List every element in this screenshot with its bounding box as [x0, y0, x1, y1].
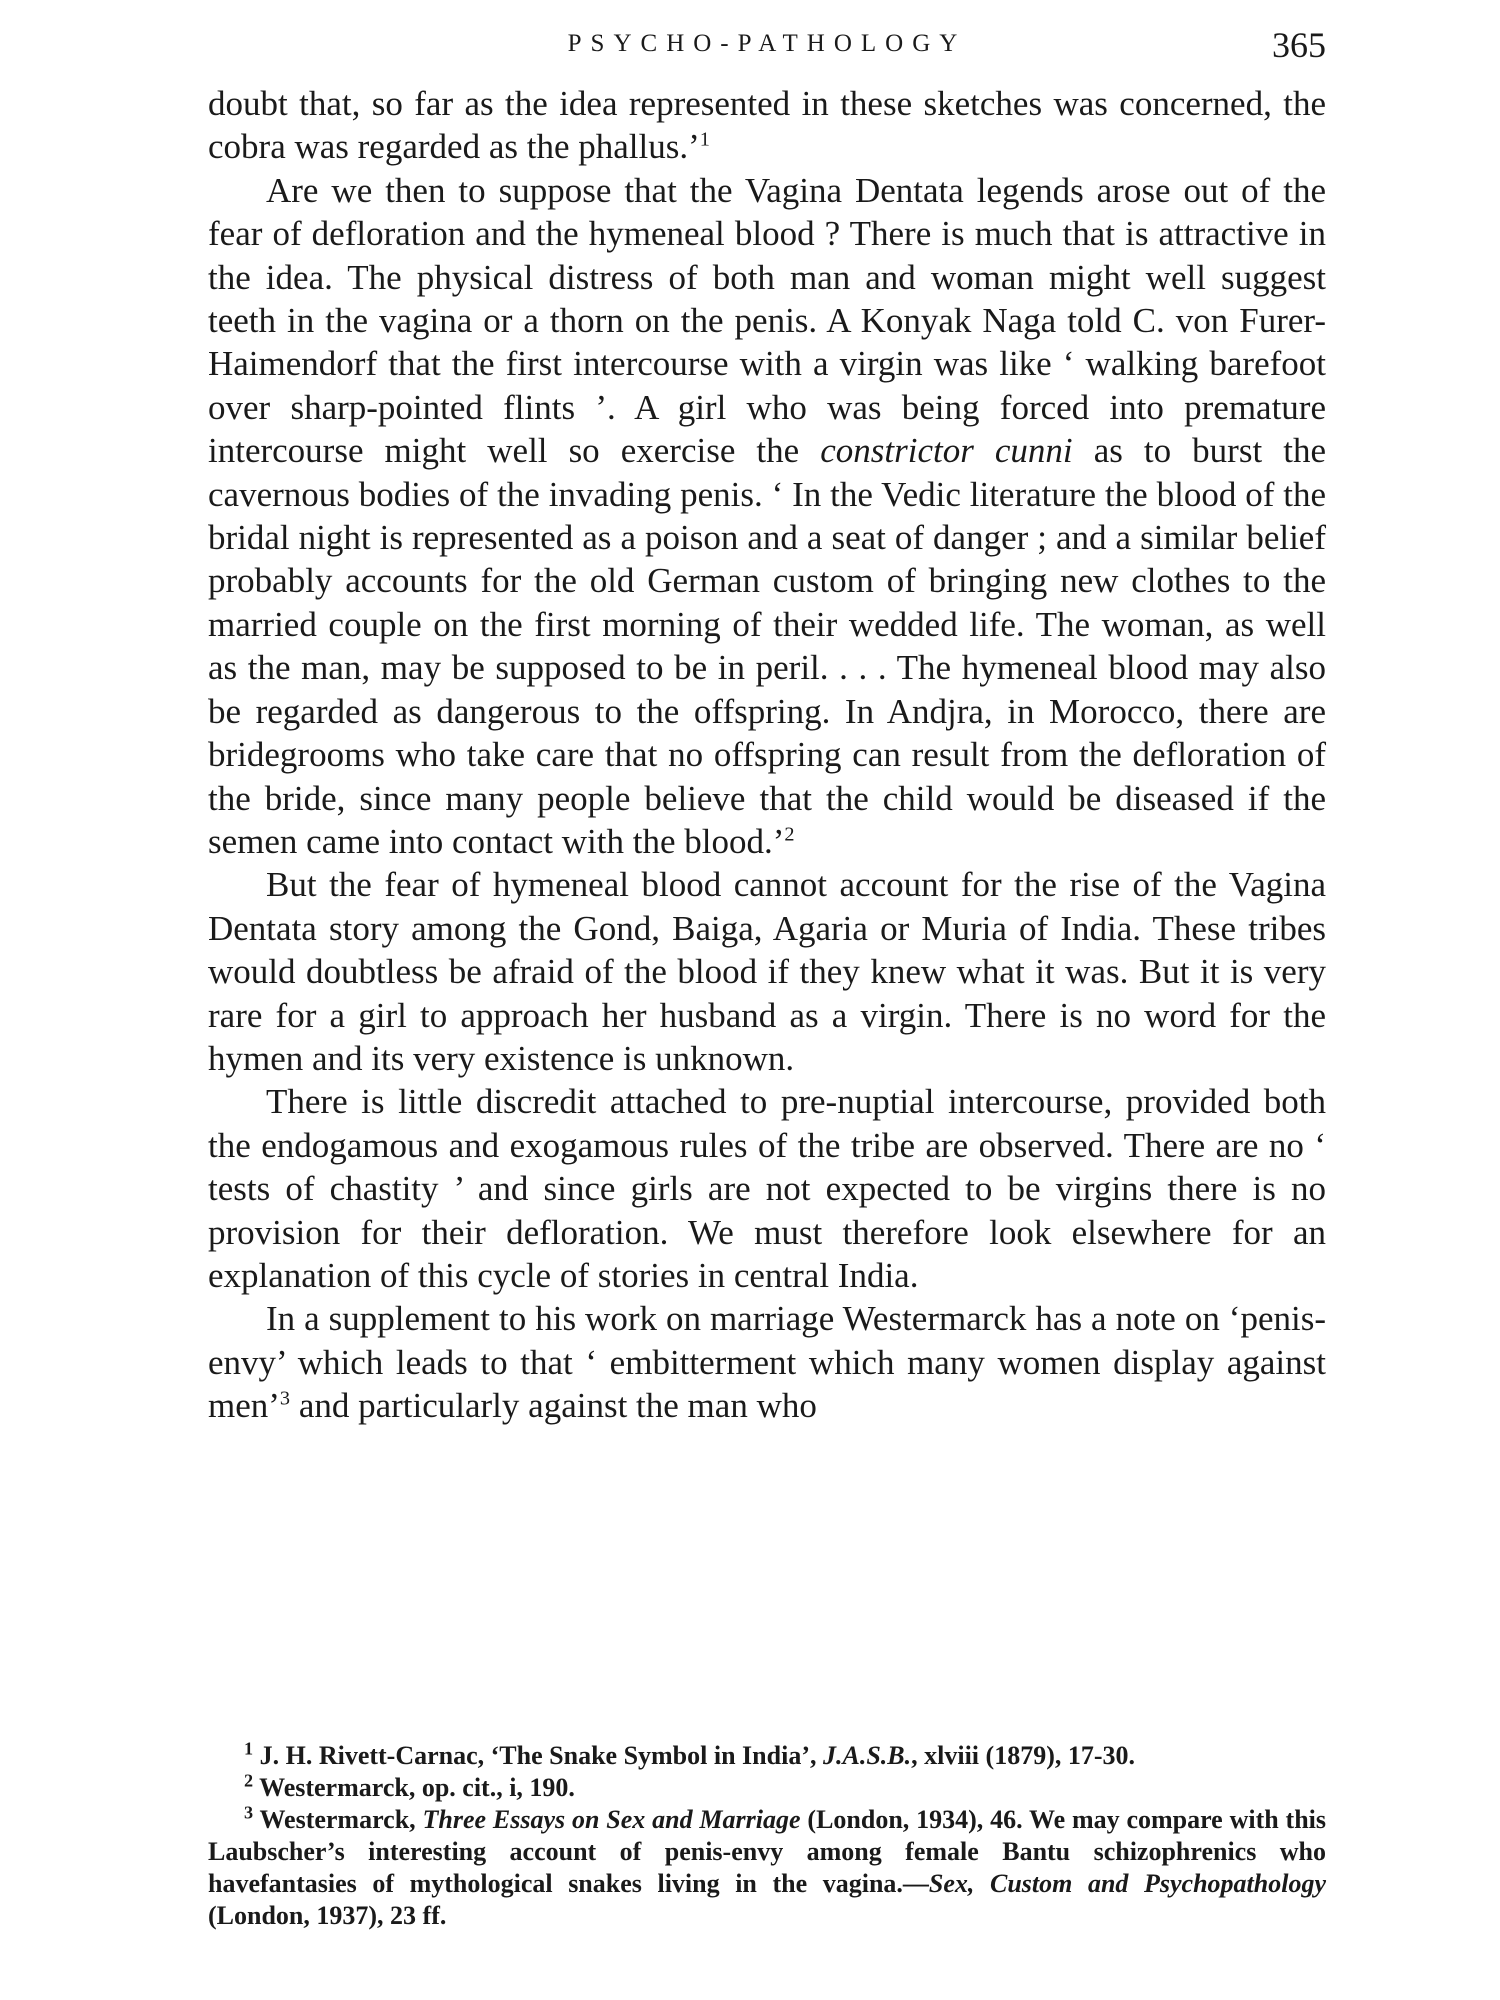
footnote-3-book-title-2: Sex, Custom and Psychopathology [928, 1869, 1326, 1898]
page-number: 365 [1272, 25, 1326, 65]
running-head: PSYCHO-PATHOLOGY [567, 30, 967, 57]
paragraph-2 [208, 169, 1326, 864]
footnote-2 [208, 1772, 1326, 1804]
page-header [208, 25, 1326, 80]
footnote-3-book-title-1: Three Essays on Sex and Marriage [422, 1805, 801, 1834]
footnote-3-mark: 3 [244, 1802, 254, 1823]
paragraph-1 [208, 82, 1326, 169]
footnote-3-text-a: Westermarck, [253, 1805, 423, 1834]
footnote-1 [208, 1740, 1326, 1772]
footnotes [208, 1740, 1326, 1932]
paragraph-1-text: doubt that, so far as the idea represented in these sketches was concerned, the cobra was regarded as the phallus.’ [208, 84, 1326, 167]
footnote-3 [208, 1804, 1326, 1932]
paragraph-5 [208, 1297, 1326, 1427]
paragraph-5-text-b: and particularly against the man who [290, 1386, 817, 1426]
paragraph-4: There is little discredit attached to pre-nuptial intercourse, provided both the endogamous and exogamous rules of the tribe are observed. There are no ‘ tests of chastity ’ and since girls are not expected to be virgins there is no provision for their defloration. We must therefore look elsewhere for an explanation of this cycle of stories in central India. [208, 1082, 1326, 1295]
footnote-3-text-b: (London, 1934), 46. We may compare with this Laubscher’s interesting account of penis-envy among female Bantu schizophrenics who havefantasies of mythological snakes living in the vagina.— [208, 1805, 1326, 1898]
footnote-1-journal: J.A.S.B. [822, 1741, 912, 1770]
footnote-2-mark: 2 [244, 1770, 254, 1791]
paragraph-5-text-a: In a supplement to his work on marriage Westermarck has a note on ‘penis-envy’ which leads to that ‘ embitterment which many women display against men’ [208, 1299, 1326, 1426]
footnote-1-text-b: , xlviii (1879), 17-30. [911, 1741, 1136, 1770]
paragraph-3: But the fear of hymeneal blood cannot account for the rise of the Vagina Dentata story among the Gond, Baiga, Agaria or Muria of India. These tribes would doubtless be afraid of the blood if they knew what it was. But it is very rare for a girl to approach her husband as a virgin. There is no word for the hymen and its very existence is unknown. [208, 865, 1326, 1078]
paragraph-2-italic-term: constrictor cunni [820, 431, 1073, 471]
footnote-ref-1: 1 [699, 128, 710, 151]
footnote-3-text-c: (London, 1937), 23 ff. [208, 1901, 447, 1930]
body-text [208, 82, 1326, 1428]
footnote-ref-2: 2 [784, 823, 795, 846]
footnote-2-text: Westermarck, op. cit., i, 190. [253, 1773, 575, 1802]
footnote-1-text-a: J. H. Rivett-Carnac, ‘The Snake Symbol in India’, [253, 1741, 823, 1770]
footnote-ref-3: 3 [279, 1387, 291, 1410]
paragraph-2-text-a: Are we then to suppose that the Vagina Dentata legends arose out of the fear of defloration and the hymeneal blood ? There is much that is attractive in the idea. The physical distress of both man and woman might well suggest teeth in the vagina or a thorn on the penis. A Konyak Naga told C. von Furer-Haimendorf that the first intercourse with a virgin was like ‘ walking barefoot over sharp-pointed flints ’. A girl who was being forced into premature intercourse might well so exercise the [208, 170, 1326, 471]
paragraph-2-text-b: as to burst the cavernous bodies of the invading penis. ‘ In the Vedic literature the blood of the bridal night is represented as a poison and a seat of danger ; and a similar belief probably accounts for the old German custom of bringing new clothes to the married couple on the first morning of their wedded life. The woman, as well as the man, may be supposed to be in peril. . . . The hymeneal blood may also be regarded as dangerous to the offspring. In Andjra, in Morocco, there are bridegrooms who take care that no offspring can result from the defloration of the bride, since many people believe that the child would be diseased if the semen came into contact with the blood.’ [208, 431, 1326, 861]
footnote-1-mark: 1 [244, 1738, 254, 1759]
